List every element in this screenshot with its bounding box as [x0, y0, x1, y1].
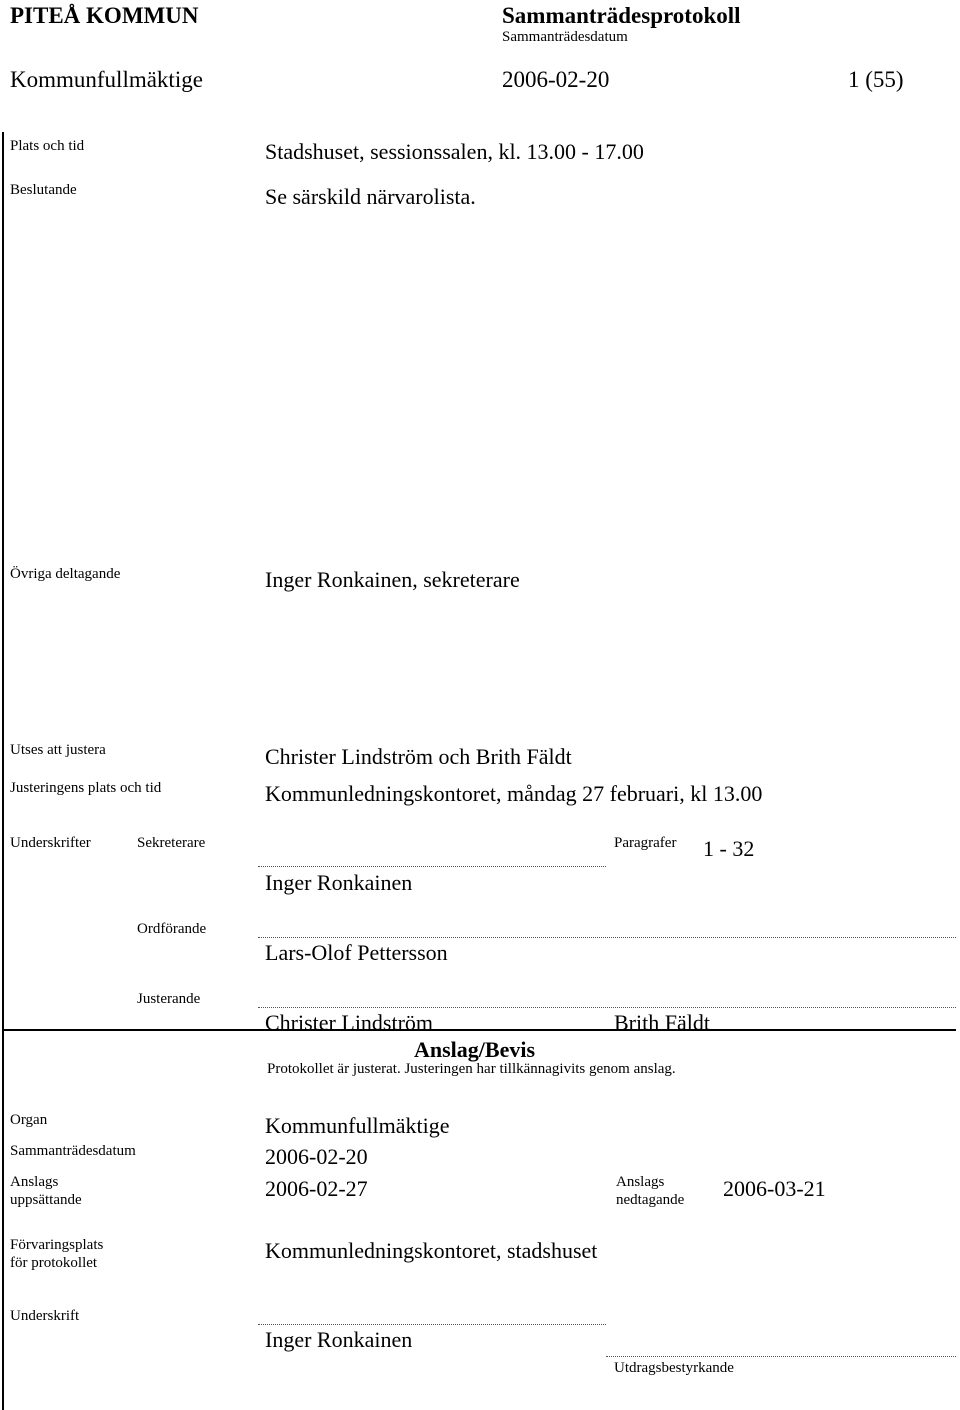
paragraphs-value: 1 - 32	[703, 836, 755, 861]
organ-value: Kommunfullmäktige	[265, 1113, 450, 1138]
certify-label: Utdragsbestyrkande	[614, 1360, 734, 1376]
storage-label-line1: Förvaringsplats	[10, 1237, 104, 1253]
notice-date-label: Sammanträdesdatum	[10, 1143, 136, 1159]
certify-line	[606, 1356, 956, 1357]
adjuster-2-name: Brith Fäldt	[614, 1010, 710, 1035]
header-date-label: Sammanträdesdatum	[502, 29, 628, 45]
adjuster-label: Justerande	[137, 991, 201, 1007]
chair-label: Ordförande	[137, 921, 207, 937]
others-label: Övriga deltagande	[10, 566, 121, 582]
header-body: Kommunfullmäktige	[10, 67, 203, 92]
verify-place-value: Kommunledningskontoret, måndag 27 februari, kl 13.00	[265, 781, 763, 806]
others-value: Inger Ronkainen, sekreterare	[265, 567, 520, 592]
chair-signature-line	[258, 937, 956, 938]
secretary-label: Sekreterare	[137, 835, 206, 851]
secretary-signature-line	[258, 866, 606, 867]
notice-text: Protokollet är justerat. Justeringen har tillkännagivits genom anslag.	[267, 1061, 676, 1077]
decision-value: Se särskild närvarolista.	[265, 184, 476, 209]
posted-label-line1: Anslags	[10, 1174, 59, 1190]
verify-place-label: Justeringens plats och tid	[10, 780, 162, 796]
place-value: Stadshuset, sessionssalen, kl. 13.00 - 17.00	[265, 139, 644, 164]
decision-label: Beslutande	[10, 182, 77, 198]
document-type: Sammanträdesprotokoll	[502, 3, 741, 28]
posted-label-line2: uppsättande	[10, 1192, 82, 1208]
storage-value: Kommunledningskontoret, stadshuset	[265, 1238, 598, 1263]
section-divider	[2, 1029, 956, 1031]
posted-value: 2006-02-27	[265, 1176, 368, 1201]
removed-value: 2006-03-21	[723, 1176, 826, 1201]
chair-name: Lars-Olof Pettersson	[265, 940, 448, 965]
signature-name: Inger Ronkainen	[265, 1327, 413, 1352]
paragraphs-label: Paragrafer	[614, 835, 677, 851]
signatures-label: Underskrifter	[10, 835, 91, 851]
notice-title: Anslag/Bevis	[414, 1037, 536, 1062]
municipality-name: PITEÅ KOMMUN	[10, 3, 199, 28]
verify-value: Christer Lindström och Brith Fäldt	[265, 744, 572, 769]
place-label: Plats och tid	[10, 138, 85, 154]
page-number: 1 (55)	[848, 67, 904, 92]
removed-label-line2: nedtagande	[616, 1192, 685, 1208]
header-date: 2006-02-20	[502, 67, 610, 92]
removed-label-line1: Anslags	[616, 1174, 665, 1190]
left-border	[2, 132, 4, 1410]
notice-date-value: 2006-02-20	[265, 1144, 368, 1169]
verify-label: Utses att justera	[10, 742, 106, 758]
storage-label-line2: för protokollet	[10, 1255, 98, 1271]
organ-label: Organ	[10, 1112, 48, 1128]
secretary-name: Inger Ronkainen	[265, 870, 413, 895]
adjuster-1-name: Christer Lindström	[265, 1010, 434, 1035]
notice-signature-line	[258, 1324, 606, 1325]
adjuster-signature-line	[258, 1007, 956, 1008]
signature-label: Underskrift	[10, 1308, 80, 1324]
